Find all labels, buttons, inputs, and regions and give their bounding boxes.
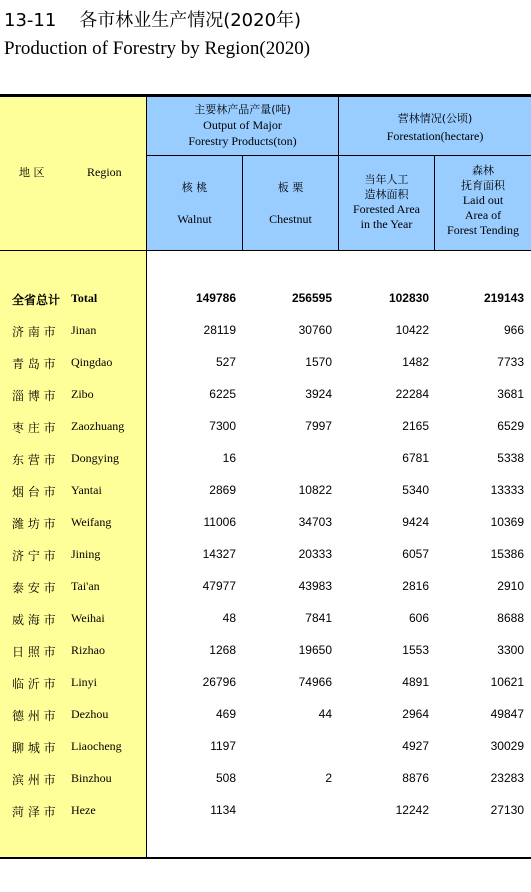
row-forested: 102830 — [388, 291, 429, 305]
tending-header-cn-1: 森林 — [472, 164, 494, 177]
table-row — [0, 795, 531, 827]
tending-header-en-3: Forest Tending — [447, 223, 519, 237]
row-region-cn: 东 营 市 — [12, 453, 56, 467]
row-forested: 606 — [408, 611, 429, 625]
row-walnut: 7300 — [209, 419, 236, 433]
row-forested: 9424 — [402, 515, 429, 529]
group2-header-cn: 营林情况(公顷) — [397, 112, 473, 125]
row-tending: 966 — [503, 323, 524, 337]
row-forested: 10422 — [395, 323, 429, 337]
row-region-en: Linyi — [71, 675, 97, 689]
table-row — [0, 315, 531, 347]
row-region-en: Weihai — [71, 611, 105, 625]
group1-header-en-2: Forestry Products(ton) — [188, 134, 297, 148]
table-row — [0, 635, 531, 667]
region-header-cn: 地 区 — [19, 166, 45, 179]
row-region-cn: 日 照 市 — [12, 645, 56, 659]
row-forested: 2816 — [402, 579, 429, 593]
header-rule — [0, 250, 531, 251]
row-tending: 10621 — [490, 675, 524, 689]
group1-header-en-1: Output of Major — [203, 118, 282, 132]
row-tending: 5338 — [497, 451, 524, 465]
table-row — [0, 347, 531, 379]
row-chestnut: 34703 — [298, 515, 332, 529]
row-tending: 27130 — [490, 803, 524, 817]
row-forested: 1482 — [402, 355, 429, 369]
row-chestnut: 10822 — [298, 483, 332, 497]
table-row — [0, 667, 531, 699]
table-row — [0, 379, 531, 411]
forested-header-en-2: in the Year — [360, 217, 413, 231]
row-walnut: 1268 — [209, 643, 236, 657]
row-region-en: Dezhou — [71, 707, 109, 721]
table-title-cn — [4, 6, 301, 32]
row-region-en: Jinan — [71, 323, 97, 337]
row-chestnut: 256595 — [291, 291, 332, 305]
row-chestnut: 2 — [325, 771, 332, 785]
row-region-en: Binzhou — [71, 771, 112, 785]
row-forested: 6057 — [402, 547, 429, 561]
row-forested: 2964 — [402, 707, 429, 721]
row-tending: 3300 — [497, 643, 524, 657]
row-forested: 12242 — [395, 803, 429, 817]
row-chestnut: 7997 — [305, 419, 332, 433]
row-chestnut: 3924 — [305, 387, 332, 401]
row-tending: 23283 — [490, 771, 524, 785]
row-region-cn: 济 宁 市 — [12, 549, 56, 563]
row-region-en: Weifang — [71, 515, 112, 529]
row-tending: 49847 — [490, 707, 524, 721]
row-walnut: 14327 — [202, 547, 236, 561]
walnut-header-cn: 核 桃 — [181, 181, 208, 194]
row-region-en: Heze — [71, 803, 96, 817]
row-walnut: 47977 — [202, 579, 236, 593]
table-row — [0, 475, 531, 507]
row-chestnut: 30760 — [298, 323, 332, 337]
row-region-cn: 全省总计 — [12, 293, 61, 307]
group1-header-cn: 主要林产品产量(吨) — [194, 103, 291, 116]
row-region-en: Tai'an — [71, 579, 100, 593]
group2-header-en: Forestation(hectare) — [386, 129, 484, 143]
row-forested: 6781 — [402, 451, 429, 465]
table-row-total — [0, 283, 531, 315]
forested-header-en-1: Forested Area — [353, 202, 420, 216]
tending-header-en-1: Laid out — [462, 193, 504, 207]
table-row — [0, 763, 531, 795]
row-chestnut: 20333 — [298, 547, 332, 561]
row-tending: 30029 — [490, 739, 524, 753]
row-region-cn: 烟 台 市 — [12, 485, 56, 499]
row-tending: 3681 — [497, 387, 524, 401]
row-tending: 8688 — [497, 611, 524, 625]
chestnut-header — [243, 180, 338, 227]
row-walnut: 26796 — [202, 675, 236, 689]
walnut-header — [147, 180, 242, 227]
row-region-cn: 聊 城 市 — [12, 741, 56, 755]
row-tending: 2910 — [497, 579, 524, 593]
forested-area-header — [339, 172, 434, 232]
row-walnut: 469 — [215, 707, 236, 721]
forested-header-cn-1: 当年人工 — [364, 173, 409, 186]
region-header-en: Region — [87, 165, 122, 179]
row-walnut: 6225 — [209, 387, 236, 401]
row-chestnut: 19650 — [298, 643, 332, 657]
row-region-en: Qingdao — [71, 355, 113, 369]
row-region-en: Rizhao — [71, 643, 105, 657]
subheader-rule — [147, 155, 531, 156]
row-region-en: Yantai — [71, 483, 102, 497]
row-tending: 15386 — [490, 547, 524, 561]
row-walnut: 16 — [222, 451, 236, 465]
row-region-cn: 泰 安 市 — [12, 581, 56, 595]
row-chestnut: 74966 — [298, 675, 332, 689]
row-tending: 13333 — [490, 483, 524, 497]
group1-header — [147, 102, 338, 149]
row-chestnut: 1570 — [305, 355, 332, 369]
row-tending: 219143 — [483, 291, 524, 305]
top-rule — [0, 94, 531, 97]
chestnut-header-cn: 板 栗 — [277, 181, 304, 194]
row-walnut: 508 — [215, 771, 236, 785]
row-forested: 5340 — [402, 483, 429, 497]
table-number: 13-11 — [4, 10, 57, 31]
row-region-cn: 临 沂 市 — [12, 677, 56, 691]
table-row — [0, 571, 531, 603]
row-tending: 10369 — [490, 515, 524, 529]
row-walnut: 527 — [215, 355, 236, 369]
row-region-cn: 德 州 市 — [12, 709, 56, 723]
row-forested: 2165 — [402, 419, 429, 433]
row-forested: 22284 — [395, 387, 429, 401]
row-region-en: Zaozhuang — [71, 419, 125, 433]
table-row — [0, 539, 531, 571]
table-row — [0, 507, 531, 539]
table-title-en: Production of Forestry by Region(2020) — [4, 38, 311, 59]
row-region-cn: 济 南 市 — [12, 325, 56, 339]
row-forested: 4927 — [402, 739, 429, 753]
row-region-en: Zibo — [71, 387, 94, 401]
tending-header-en-2: Area of — [464, 208, 502, 222]
tending-header-cn-2: 抚育面积 — [461, 179, 505, 192]
row-chestnut: 43983 — [298, 579, 332, 593]
row-region-en: Liaocheng — [71, 739, 122, 753]
row-region-en: Jining — [71, 547, 101, 561]
forested-header-cn-2: 造林面积 — [364, 188, 409, 201]
row-forested: 8876 — [402, 771, 429, 785]
row-walnut: 11006 — [203, 515, 236, 529]
title-text-cn: 各市林业生产情况(2020年) — [79, 10, 302, 31]
table-row — [0, 443, 531, 475]
chestnut-header-en: Chestnut — [269, 212, 312, 226]
row-forested: 4891 — [402, 675, 429, 689]
row-region-en: Dongying — [71, 451, 119, 465]
row-walnut: 1197 — [210, 739, 236, 753]
row-region-cn: 滨 州 市 — [12, 773, 56, 787]
row-forested: 1553 — [402, 643, 429, 657]
walnut-header-en: Walnut — [177, 212, 212, 226]
row-region-cn: 威 海 市 — [12, 613, 56, 627]
row-walnut: 28119 — [203, 323, 236, 337]
row-walnut: 149786 — [195, 291, 236, 305]
row-chestnut: 7841 — [305, 611, 332, 625]
table-row — [0, 603, 531, 635]
row-walnut: 48 — [222, 611, 236, 625]
row-region-cn: 菏 泽 市 — [12, 805, 56, 819]
row-region-cn: 潍 坊 市 — [12, 517, 56, 531]
row-tending: 6529 — [497, 419, 524, 433]
row-chestnut: 44 — [318, 707, 332, 721]
row-region-cn: 淄 博 市 — [12, 389, 56, 403]
table-row — [0, 731, 531, 763]
forest-tending-header — [435, 163, 531, 238]
bottom-rule — [0, 857, 531, 859]
row-region-en: Total — [71, 291, 98, 305]
group2-header — [339, 111, 531, 144]
table-row — [0, 699, 531, 731]
row-walnut: 2869 — [209, 483, 236, 497]
row-region-cn: 青 岛 市 — [12, 357, 56, 371]
row-tending: 7733 — [497, 355, 524, 369]
table-row — [0, 411, 531, 443]
row-region-cn: 枣 庄 市 — [12, 421, 56, 435]
row-walnut: 1134 — [210, 803, 236, 817]
